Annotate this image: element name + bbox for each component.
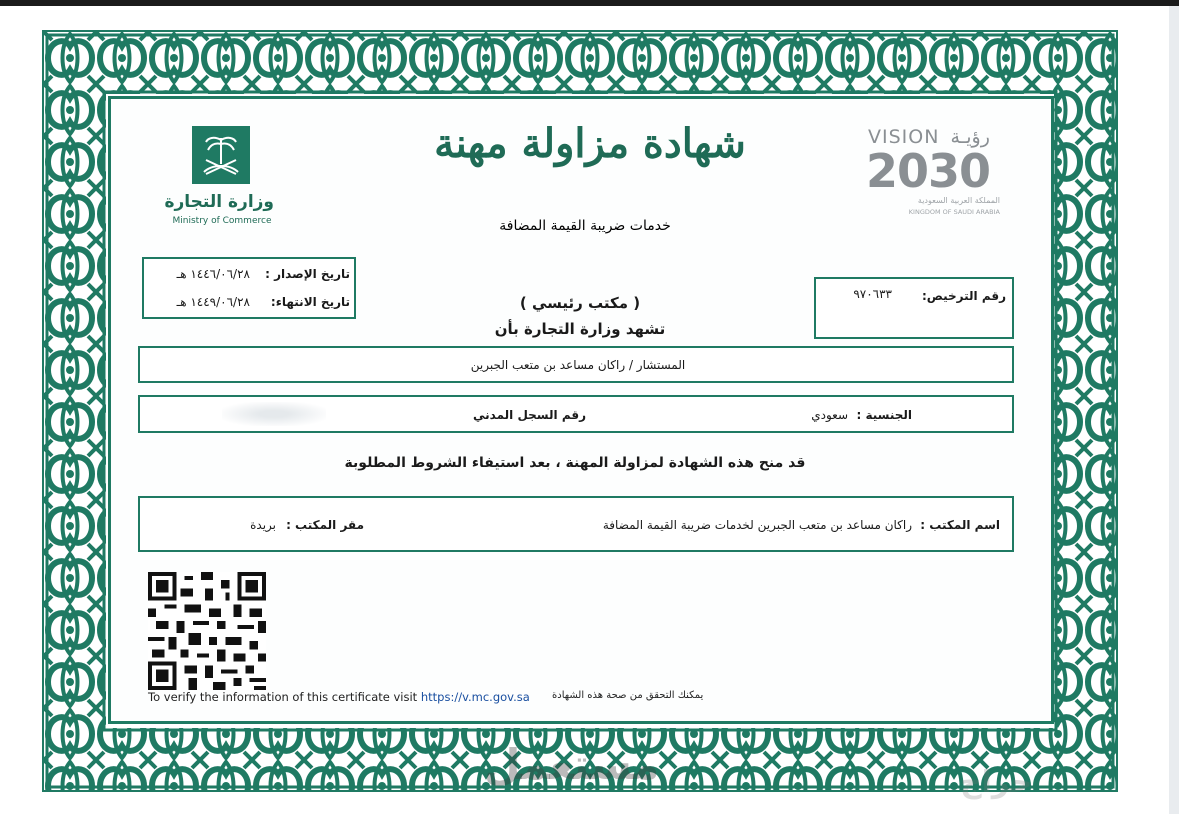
license-box (814, 277, 1014, 339)
expiry-date-label: تاريخ الانتهاء: (270, 295, 350, 309)
redacted-civil-number (222, 402, 326, 426)
holder-name-box (138, 346, 1014, 383)
issue-date-label: تاريخ الإصدار : (265, 267, 350, 281)
vision-2030-logo (862, 122, 1012, 222)
issue-date-value: ١٤٤٦/٠٦/٢٨ هـ (176, 267, 250, 281)
nationality-label: الجنسية : (856, 408, 912, 422)
verify-text-ar: يمكنك التحقق من صحة هذه الشهادة (552, 690, 704, 701)
verify-text-en (148, 690, 530, 704)
office-seat-value: بريدة (250, 518, 276, 532)
watermark-haraj: حراج (960, 765, 1033, 800)
license-number: ٩٧٠٦٣٣ (853, 287, 892, 301)
office-box (138, 496, 1014, 552)
vision-year: 2030 (866, 144, 991, 198)
vision-tag-ar: المملكة العربية السعودية (917, 196, 1000, 205)
office-seat-label: مقر المكتب : (286, 518, 364, 532)
holder-name: المستشار / راكان مساعد بن متعب الجبرين (470, 358, 686, 372)
ministry-name-en: Ministry of Commerce (172, 216, 272, 226)
verify-prefix: To verify the information of this certificate visit (148, 690, 418, 704)
attest-text: تشهد وزارة التجارة بأن (494, 320, 666, 338)
office-type: ( مكتب رئيسي ) (519, 294, 641, 312)
ministry-name-ar: وزارة التجارة (164, 192, 274, 212)
office-name-value: راكان مساعد بن متعب الجبرين لخدمات ضريبة القيمة المضافة (602, 518, 912, 532)
qr-code[interactable] (148, 572, 266, 690)
verify-link[interactable]: https://v.mc.gov.sa (420, 690, 530, 704)
office-name-label: اسم المكتب : (920, 518, 1000, 532)
license-label: رقم الترخيص: (921, 289, 1006, 303)
right-margin (1169, 6, 1179, 814)
nationality-value: سعودي (811, 408, 848, 422)
civil-record-label: رقم السجل المدني (473, 408, 586, 422)
certificate-subtitle: خدمات ضريبة القيمة المضافة (499, 218, 671, 234)
expiry-date-value: ١٤٤٩/٠٦/٢٨ هـ (176, 295, 250, 309)
certificate-title: شهادة مزاولة مهنة (434, 120, 746, 167)
vision-text-ar: رؤيـة (950, 126, 990, 148)
granted-statement: قد منح هذه الشهادة لمزاولة المهنة ، بعد استيفاء الشروط المطلوبة (344, 455, 806, 471)
top-bar (0, 0, 1179, 6)
dates-box (142, 257, 356, 319)
vision-text-en: VISION (868, 126, 940, 148)
vision-tag-en: KINGDOM OF SAUDI ARABIA (908, 208, 1000, 216)
watermark-used: مستعمل (484, 740, 660, 789)
